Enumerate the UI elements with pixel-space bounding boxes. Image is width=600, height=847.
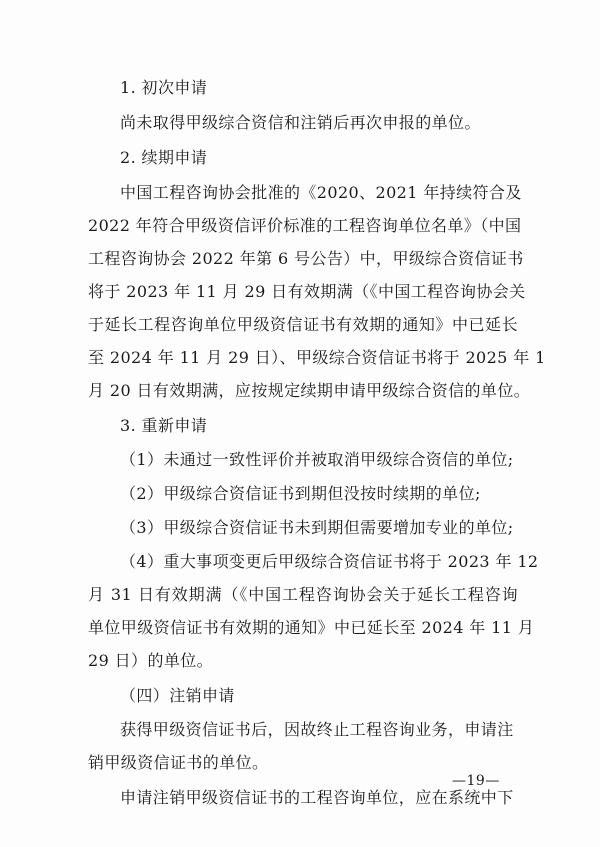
- heading-initial-application: 1. 初次申请: [120, 78, 208, 97]
- list-item: （3）甲级综合资信证书未到期但需要增加专业的单位;: [120, 518, 514, 537]
- paragraph-line: 将于 2023 年 11 月 29 日有效期满（《中国工程咨询协会关: [88, 282, 526, 301]
- heading-cancellation-application: （四）注销申请: [120, 686, 235, 705]
- list-item: （4）重大事项变更后甲级综合资信证书将于 2023 年 12: [120, 552, 539, 571]
- list-item: （1）未通过一致性评价并被取消甲级综合资信的单位;: [120, 450, 514, 469]
- paragraph-line: 申请注销甲级资信证书的工程咨询单位，应在系统中下: [120, 788, 514, 807]
- paragraph-line: 月 20 日有效期满，应按规定续期申请甲级综合资信的单位。: [88, 381, 531, 400]
- heading-reapplication: 3. 重新申请: [120, 416, 208, 435]
- paragraph-line: 至 2024 年 11 月 29 日）、甲级综合资信证书将于 2025 年 1: [88, 348, 546, 367]
- paragraph-line: 2022 年符合甲级资信评价标准的工程咨询单位名单》（中国: [88, 216, 522, 235]
- paragraph-line: 月 31 日有效期满（《中国工程咨询协会关于延长工程咨询: [88, 585, 518, 604]
- paragraph-line: 销甲级资信证书的单位。: [88, 753, 269, 772]
- paragraph-line: 中国工程咨询协会批准的《2020、2021 年持续符合及: [120, 183, 522, 202]
- paragraph-line: 工程咨询协会 2022 年第 6 号公告）中，甲级综合资信证书: [88, 249, 524, 268]
- paragraph-line: 尚未取得甲级综合资信和注销后再次申报的单位。: [120, 113, 481, 132]
- paragraph-line: 于延长工程咨询单位甲级资信证书有效期的通知》中已延长: [88, 315, 518, 334]
- paragraph-line: 单位甲级资信证书有效期的通知》中已延长至 2024 年 11 月: [88, 618, 535, 637]
- page-number: —19—: [452, 773, 500, 789]
- list-item: （2）甲级综合资信证书到期但没按时续期的单位;: [120, 484, 481, 503]
- paragraph-line: 29 日）的单位。: [88, 651, 214, 670]
- heading-renewal-application: 2. 续期申请: [120, 148, 208, 167]
- paragraph-line: 获得甲级资信证书后，因故终止工程咨询业务，申请注: [120, 720, 514, 739]
